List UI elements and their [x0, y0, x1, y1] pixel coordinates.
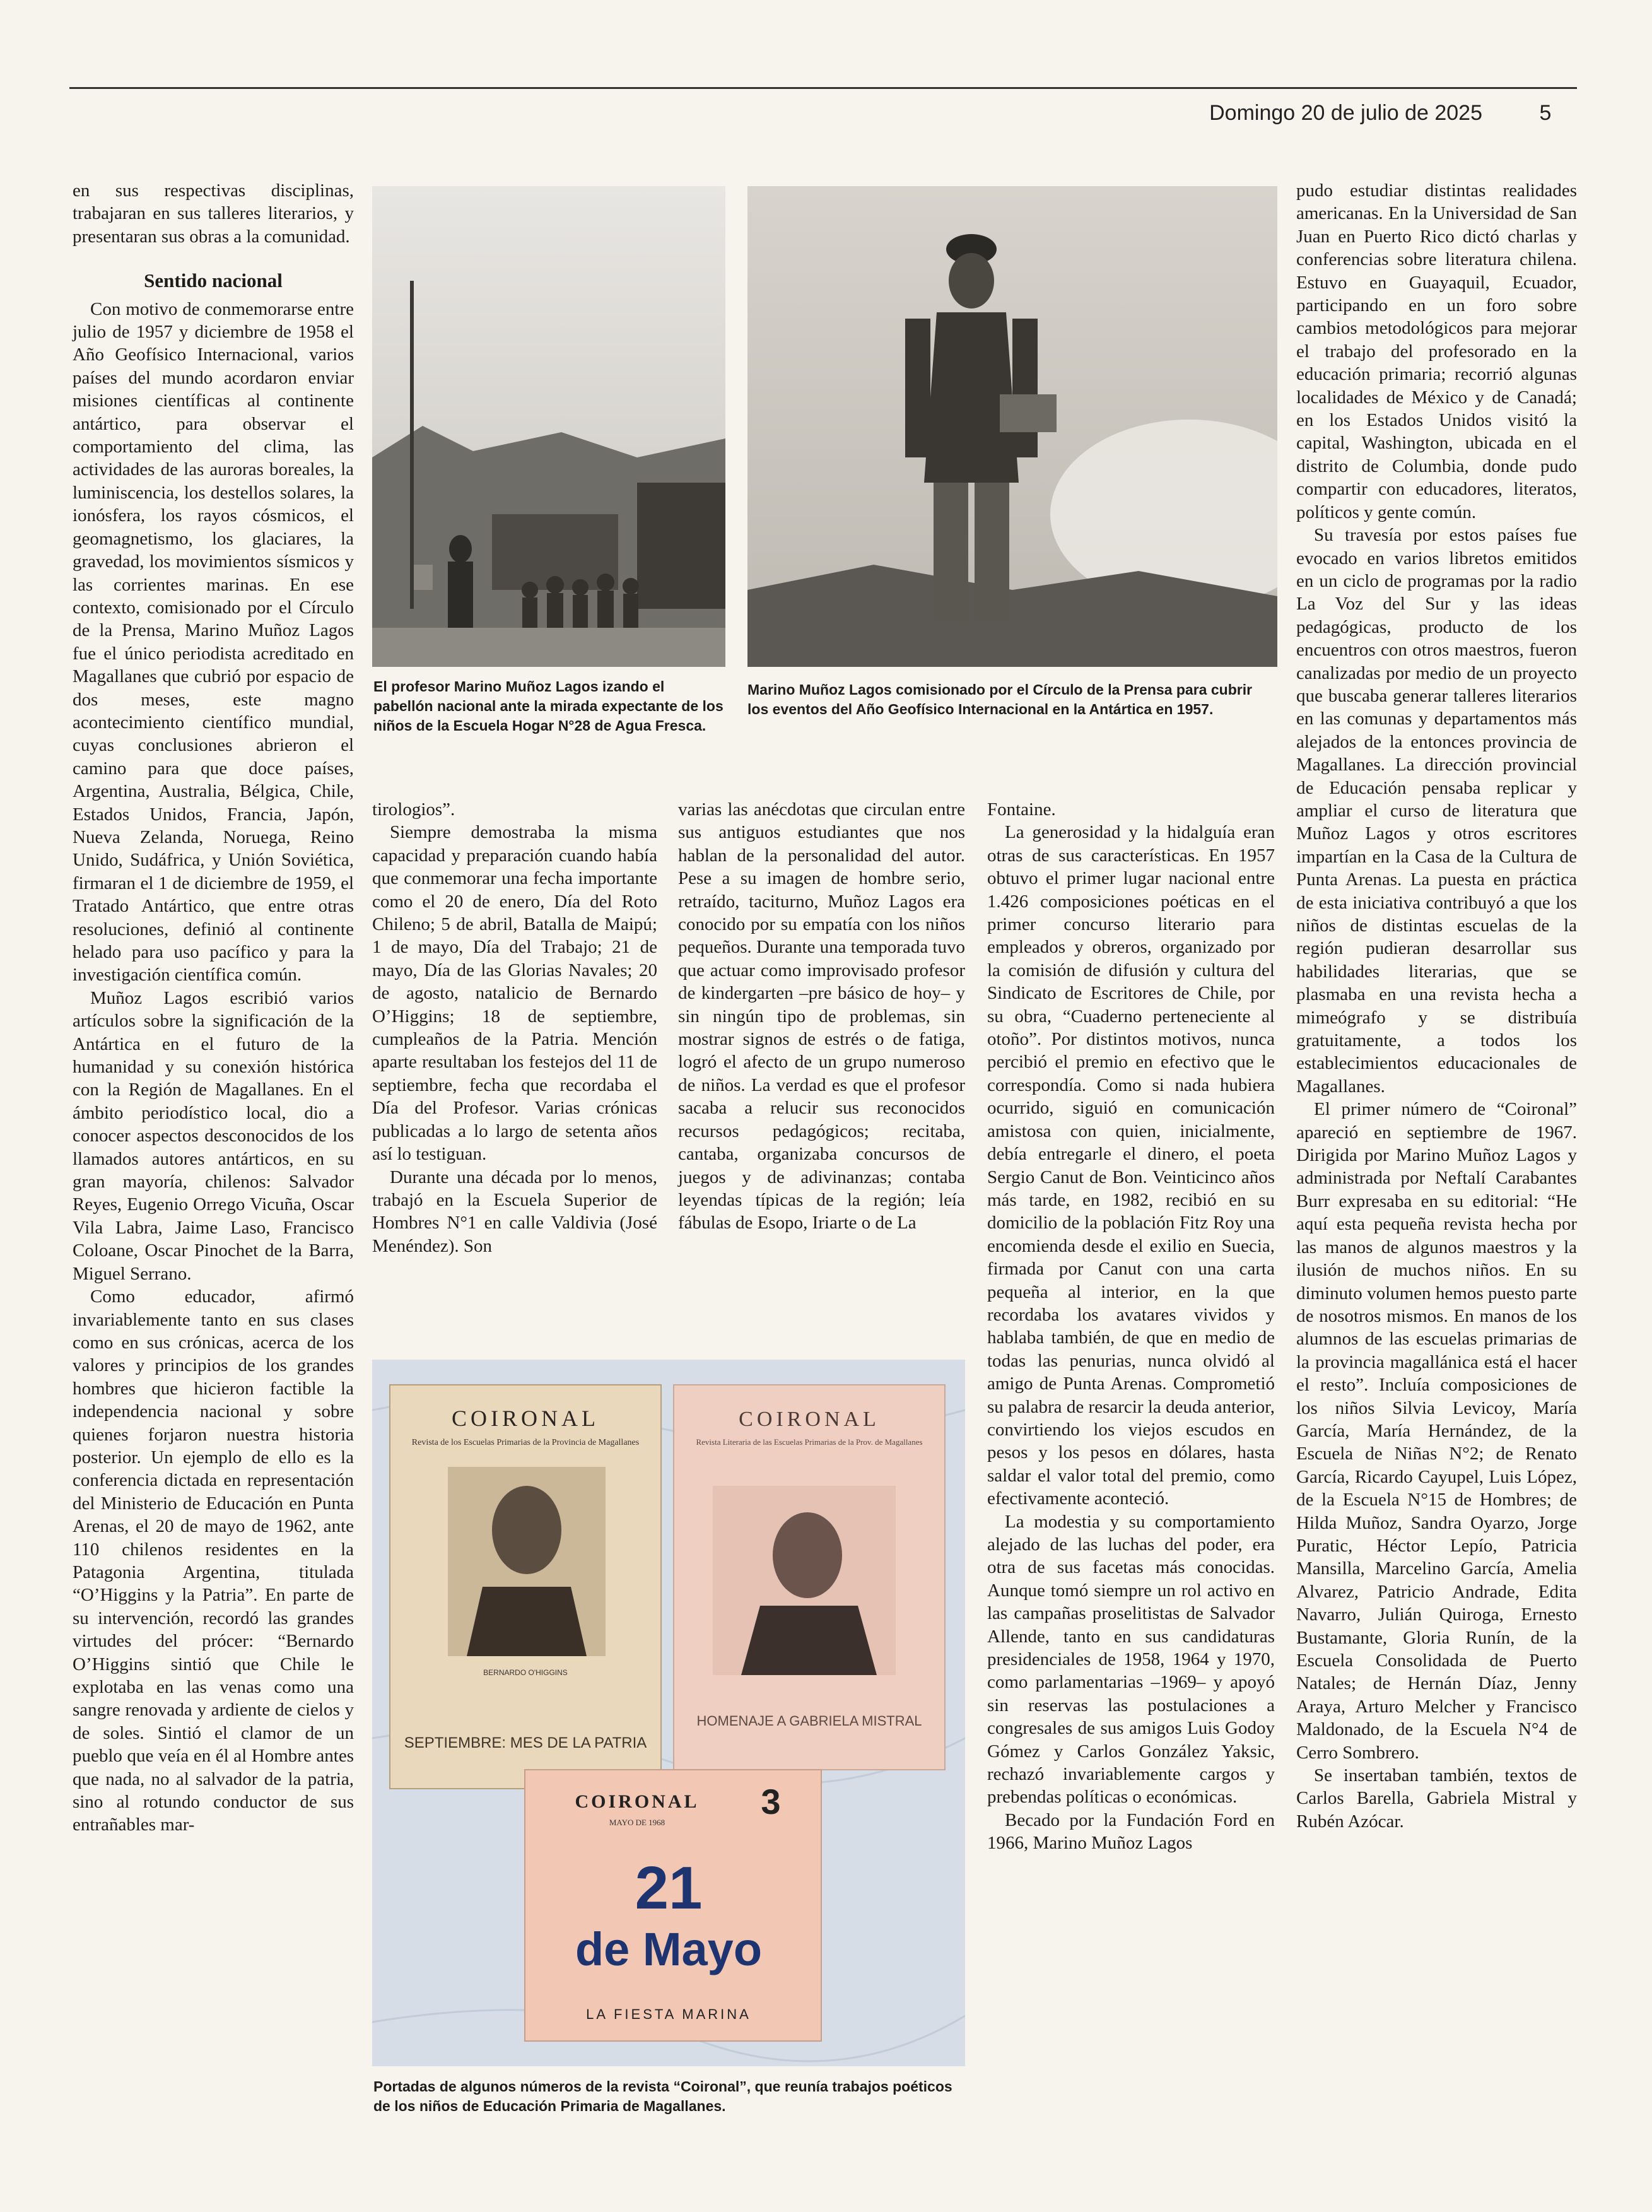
- col1-paragraph-1: Con motivo de conmemorarse entre julio de 1957 y diciembre de 1958 el Año Geofísico Internacional, varios países del mundo acordaron enviar misiones científicas al continente antártico, para observar el comportamiento del clima, las actividades de las auroras boreales, la luminiscencia, los destellos solares, la ionósfera, los rayos cósmicos, el geomagnetismo, los glaciares, la gravedad, los movimientos sísmicos y las corrientes marinas. En ese contexto, comisionado por el Círculo de la Prensa, Marino Muñoz Lagos fue el único periodista acreditado en Magallanes que cubrió por espacio de dos meses, este magno acontecimiento científico mundial, cuyas conclusiones abrieron el camino para que doce países, Argentina, Australia, Bélgica, Chile, Estados Unidos, Francia, Japón, Nueva Zelanda, Noruega, Reino Unido, Sudáfrica, y Unión Soviética, firmaran el 1 de diciembre de 1959, el Tratado Antártico, que entre otras resoluciones, definió al continente helado para uso pacífico y para la investigación científica común.: [73, 298, 354, 985]
- column-5: [1296, 179, 1577, 1833]
- col2-paragraph-1: Siempre demostraba la misma capacidad y preparación cuando había que conmemorar una fecha importante como el 20 de enero, Día del Roto Chileno; 5 de abril, Batalla de Maipú; 1 de mayo, Día del Trabajo; 21 de mayo, Día de las Glorias Navales; 20 de agosto, natalicio de Bernardo O’Higgins; 18 de septiembre, cumpleaños de la Patria. Mención aparte resultaban los festejos del 11 de septiembre, fecha que recordaba el Día del Profesor. Varias crónicas publicadas a lo largo de setenta años así lo testiguan.: [372, 822, 657, 1165]
- photo-antarctic-expedition: [747, 186, 1277, 667]
- cover3-big-line2: de Mayo: [575, 1923, 763, 1975]
- cover1-title: COIRONAL: [452, 1406, 599, 1431]
- col1-paragraph-2: Muñoz Lagos escribió varios artículos sobre la significación de la Antártica en el futuro de la humanidad y su conexión histórica con la Región de Magallanes. En el ámbito periodístico local, dio a conocer aspectos desconocidos de los llamados autores antárticos, en su gran mayoría, chilenos: Salvador Reyes, Eugenio Orrego Vicuña, Oscar Vila Labra, Jaime Laso, Francisco Coloane, Oscar Pinochet de la Barra, Miguel Serrano.: [73, 987, 354, 1284]
- col2-paragraph-2: Durante una década por lo menos, trabajó en la Escuela Superior de Hombres N°1 en calle Valdivia (José Menéndez). Son: [372, 1167, 657, 1256]
- col1-paragraph-0: en sus respectivas disciplinas, trabajaran en sus talleres literarios, y presentaran sus obras a la comunidad.: [73, 180, 354, 247]
- cover2-title: COIRONAL: [739, 1408, 880, 1431]
- col5-paragraph-2: El primer número de “Coironal” apareció en septiembre de 1967. Dirigida por Marino Muñoz Lagos y administrada por Neftalí Carabantes Burr expresaba en su editorial: “He aquí esta pequeña revista hecha por las manos de algunos maestros y la ilusión de muchos niños. En su diminuto volumen hemos puesto parte de nosotros mismos. En manos de los alumnos de las escuelas primarias de la provincia magallánica está el hacer el resto”. Incluía composiciones de los niños Silvia Levicoy, María García, María Hernández, de la Escuela de Niñas N°2; de Renato García, Ricardo Cayupel, Luis López, de la Escuela N°15 de Hombres; de Hilda Muñoz, Sandra Oyarzo, Jorge Puratic, Héctor Lepío, Patricia Mansilla, Marcelino García, Amelia Alvarez, Patricio Andrade, Edita Navarro, Julián Quiroga, Ernesto Bustamante, Gloria Runín, de la Escuela Consolidada de Puerto Natales; de Hernán Díaz, Jenny Araya, Arturo Melcher y Francisco Maldonado, de la Escuela N°4 de Cerro Sombrero.: [1296, 1099, 1577, 1763]
- col5-paragraph-1: Su travesía por estos países fue evocado en varios libretos emitidos en un ciclo de programas por la radio La Voz del Sur y las ideas pedagógicas, producto de los encuentros con otros maestros, fueron canalizadas por medio de un proyecto que buscaba generar talleres literarios en las comunas y departamentos más alejados de la entonces provincia de Magallanes. La dirección provincial de Educación pensaba replicar y ampliar el curso de literatura que Muñoz Lagos y otros escritores impartían en la Casa de la Cultura de Punta Arenas. La puesta en práctica de esta iniciativa contribuyó a que los niños de distintas escuelas de la región pudieran desarrollar sus habilidades literarias, que se plasmaba en una revista hecha a mimeógrafo y se distribuía gratuitamente, a todos los establecimientos educacionales de Magallanes.: [1296, 525, 1577, 1097]
- section-heading: Sentido nacional: [144, 269, 283, 292]
- photo-covers-caption: Portadas de algunos números de la revista “Coironal”, que reunía trabajos poéticos de los niños de Educación Primaria de Magallanes.: [373, 2078, 952, 2114]
- col5-paragraph-3: Se insertaban también, textos de Carlos Barella, Gabriela Mistral y Rubén Azócar.: [1296, 1765, 1577, 1832]
- col4-paragraph-0: Fontaine.: [987, 799, 1056, 820]
- cover1-footer: SEPTIEMBRE: MES DE LA PATRIA: [404, 1734, 647, 1751]
- column-4: [987, 798, 1275, 1855]
- cover1-subtitle: Revista de los Escuelas Primarias de la Provincia de Magallanes: [411, 1438, 640, 1447]
- header-rule: [69, 87, 1577, 89]
- page-number: 5: [1539, 101, 1552, 125]
- photo-flag-raising: [372, 186, 725, 667]
- cover3-footer: LA FIESTA MARINA: [586, 2006, 751, 2022]
- col1-paragraph-3: Como educador, afirmó invariablemente tanto en sus clases como en sus crónicas, acerca de los valores y principios de los grandes hombres que hicieron factible la independencia nacional y sobre quienes forjaron nuestra historia posterior. Un ejemplo de ello es la conferencia dictada en representación del Ministerio de Educación en Punta Arenas, el 20 de mayo de 1962, ante 110 chilenos residentes en la Patagonia Argentina, titulada “O’Higgins y la Patria”. En parte de su intervención, recordó las grandes virtudes del prócer: “Bernardo O’Higgins sintió que Chile le explotaba en las venas como una sangre renovada y ardiente de cielos y de soles. Sintió el clamor de un pueblo que veía en él al Hombre antes que nada, no al salvador de la patria, sino al rotundo conductor de sus entrañables mar-: [73, 1286, 354, 1835]
- photo-antarctic-caption: Marino Muñoz Lagos comisionado por el Círculo de la Prensa para cubrir los eventos del Año Geofísico Internacional en la Antártica en 1957.: [747, 681, 1253, 717]
- col2-paragraph-0: tirologios”.: [372, 799, 455, 820]
- col4-paragraph-1: La generosidad y la hidalguía eran otras de sus características. En 1957 obtuvo el primer lugar nacional entre 1.426 composiciones poéticas en el primer concurso literario para empleados y obreros, organizado por la comisión de difusión y cultura del Sindicato de Escritores de Chile, por su obra, “Cuaderno perteneciente al otoño”. Por distintos motivos, nunca percibió el premio en efectivo que le correspondía. Como si nada hubiera ocurrido, siguió en comunicación amistosa con quien, inicialmente, debía entregarle el dinero, el poeta Sergio Canut de Bon. Veinticinco años más tarde, en 1982, recibió en su domicilio de la población Fitz Roy una encomienda desde el exilio en Suecia, firmada por Canut con una carta pequeña al interior, en la que recordaba los avatares vividos y hablaba también, de que en medio de todas las penurias, nunca olvidó al amigo de Punta Arenas. Comprometió su palabra de resarcir la deuda anterior, convirtiendo los viejos escudos en pesos y los pesos en dólares, hasta saldar el valor total del premio, como efectivamente aconteció.: [987, 822, 1275, 1509]
- cover3-title: COIRONAL: [575, 1791, 700, 1812]
- col5-paragraph-0: pudo estudiar distintas realidades americanas. En la Universidad de San Juan en Puerto Rico dictó charlas y conferencias sobre literatura chilena. Estuvo en Guayaquil, Ecuador, participando en un foro sobre cambios metodológicos para mejorar el trabajo del profesorado en la educación primaria; recorrió algunas localidades de México y de Canadá; en los Estados Unidos visitó la capital, Washington, ubicada en el distrito de Columbia, donde pudo compartir con educadores, literatos, políticos y gente común.: [1296, 180, 1577, 522]
- cover3-number: 3: [761, 1782, 781, 1821]
- cover3-big-line1: 21: [635, 1854, 703, 1922]
- photo-flag-caption: El profesor Marino Muñoz Lagos izando el pabellón nacional ante la mirada expectante de los niños de la Escuela Hogar N°28 de Agua Fresca.: [373, 678, 723, 734]
- column-2: [372, 798, 657, 1257]
- photo-coironal-covers: [372, 1360, 965, 2066]
- cover2-subtitle: Revista Literaria de las Escuelas Primarias de la Prov. de Magallanes: [696, 1437, 923, 1447]
- cover3-date: MAYO DE 1968: [609, 1818, 665, 1827]
- column-3: [678, 798, 965, 1235]
- col3-paragraph-1: varias las anécdotas que circulan entre sus antiguos estudiantes que nos hablan de la personalidad del autor. Pese a su imagen de hombre serio, retraído, taciturno, Muñoz Lagos era conocido por su empatía con los niños pequeños. Durante una temporada tuvo que actuar como improvisado profesor de kindergarten –pre básico de hoy– y sin ningún tipo de problemas, sin mostrar signos de estrés o de fatiga, logró el afecto de un grupo numeroso de niños. La verdad es que el profesor sacaba a relucir sus reconocidos recursos pedagógicos; recitaba, cantaba, organizaba concursos de juegos y de adivinanzas; contaba leyendas típicas de la región; leía fábulas de Esopo, Iriarte o de La: [678, 799, 965, 1233]
- col4-paragraph-2: La modestia y su comportamiento alejado de las luchas del poder, era otra de sus facetas más conocidas. Aunque tomó siempre un rol activo en las campañas proselitistas de Salvador Allende, tanto en sus candidaturas presidenciales de 1958, 1964 y 1970, como parlamentarias –1969– y apoyó sin reservas las postulaciones a congresales de sus amigos Luis Godoy Gómez y Carlos González Yaksic, rechazó invariablemente cargos y prebendas políticas o económicas.: [987, 1511, 1275, 1808]
- column-1: [73, 179, 354, 1837]
- issue-date: Domingo 20 de julio de 2025: [1209, 101, 1482, 125]
- col4-paragraph-3: Becado por la Fundación Ford en 1966, Marino Muñoz Lagos: [987, 1809, 1275, 1854]
- cover1-portrait-label: BERNARDO O'HIGGINS: [483, 1668, 568, 1677]
- cover2-footer: HOMENAJE A GABRIELA MISTRAL: [696, 1713, 922, 1729]
